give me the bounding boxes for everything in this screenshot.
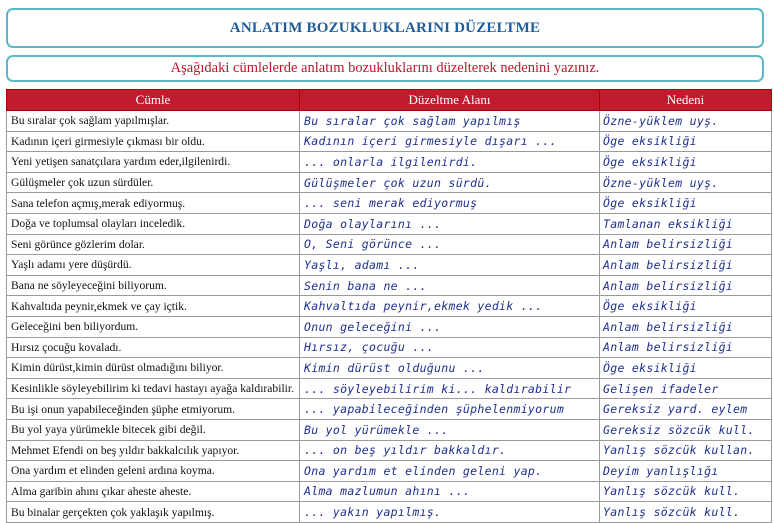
- reason-cell: Anlam belirsizliği: [600, 234, 772, 255]
- table-row: [7, 213, 772, 234]
- correction-cell: ... on beş yıldır bakkaldır.: [300, 440, 600, 461]
- correction-cell: Bu sıralar çok sağlam yapılmış: [300, 111, 600, 132]
- correction-cell: Bu yol yürümekle ...: [300, 419, 600, 440]
- table-row: [7, 461, 772, 482]
- reason-cell: Öge eksikliği: [600, 358, 772, 379]
- reason-cell: Özne-yüklem uyş.: [600, 111, 772, 132]
- sentence-cell: Seni görünce gözlerim dolar.: [7, 234, 300, 255]
- sentence-cell: Bu işi onun yapabileceğinden şüphe etmiyorum.: [7, 399, 300, 420]
- sentence-cell: Bu sıralar çok sağlam yapılmışlar.: [7, 111, 300, 132]
- sentence-cell: Sana telefon açmış,merak ediyormuş.: [7, 193, 300, 214]
- table-row: [7, 502, 772, 523]
- reason-cell: Yanlış sözcük kull.: [600, 502, 772, 523]
- correction-cell: Onun geleceğini ...: [300, 316, 600, 337]
- table-body: [7, 111, 772, 523]
- sentence-cell: Doğa ve toplumsal olayları inceledik.: [7, 213, 300, 234]
- instruction-banner: [6, 55, 764, 82]
- table-row: [7, 337, 772, 358]
- sentence-cell: Kadının içeri girmesiyle çıkması bir oldu.: [7, 131, 300, 152]
- table-header-row: [7, 90, 772, 111]
- header-reason: Nedeni: [600, 90, 772, 111]
- table-row: [7, 111, 772, 132]
- table-row: [7, 399, 772, 420]
- table-row: [7, 296, 772, 317]
- sentence-cell: Geleceğini ben biliyordum.: [7, 316, 300, 337]
- table-row: [7, 440, 772, 461]
- correction-cell: Ona yardım et elinden geleni yap.: [300, 461, 600, 482]
- reason-cell: Gereksiz yard. eylem: [600, 399, 772, 420]
- correction-cell: ... seni merak ediyormuş: [300, 193, 600, 214]
- reason-cell: Öge eksikliği: [600, 152, 772, 173]
- reason-cell: Öge eksikliği: [600, 131, 772, 152]
- sentence-cell: Alma garibin ahını çıkar aheste aheste.: [7, 481, 300, 502]
- correction-cell: ... yapabileceğinden şüphelenmiyorum: [300, 399, 600, 420]
- header-correction: Düzeltme Alanı: [300, 90, 600, 111]
- table-row: [7, 378, 772, 399]
- sentence-cell: Yeni yetişen sanatçılara yardım eder,ilgilenirdi.: [7, 152, 300, 173]
- sentence-cell: Hırsız çocuğu kovaladı.: [7, 337, 300, 358]
- reason-cell: Anlam belirsizliği: [600, 316, 772, 337]
- sentence-cell: Mehmet Efendi on beş yıldır bakkalcılık yapıyor.: [7, 440, 300, 461]
- table-row: [7, 275, 772, 296]
- table-row: [7, 152, 772, 173]
- reason-cell: Anlam belirsizliği: [600, 255, 772, 276]
- table-row: [7, 316, 772, 337]
- correction-cell: Doğa olaylarını ...: [300, 213, 600, 234]
- correction-cell: Yaşlı, adamı ...: [300, 255, 600, 276]
- table-row: [7, 234, 772, 255]
- reason-cell: Özne-yüklem uyş.: [600, 172, 772, 193]
- reason-cell: Yanlış sözcük kull.: [600, 481, 772, 502]
- reason-cell: Tamlanan eksikliği: [600, 213, 772, 234]
- sentence-cell: Ona yardım et elinden geleni ardına koyma.: [7, 461, 300, 482]
- reason-cell: Anlam belirsizliği: [600, 337, 772, 358]
- table-row: [7, 358, 772, 379]
- correction-cell: O, Seni görünce ...: [300, 234, 600, 255]
- sentence-cell: Bana ne söyleyeceğini biliyorum.: [7, 275, 300, 296]
- correction-cell: Senin bana ne ...: [300, 275, 600, 296]
- sentence-cell: Kahvaltıda peynir,ekmek ve çay içtik.: [7, 296, 300, 317]
- correction-cell: Kahvaltıda peynir,ekmek yedik ...: [300, 296, 600, 317]
- sentence-cell: Kimin dürüst,kimin dürüst olmadığını biliyor.: [7, 358, 300, 379]
- reason-cell: Anlam belirsizliği: [600, 275, 772, 296]
- table-row: [7, 193, 772, 214]
- sentence-cell: Gülüşmeler çok uzun sürdüler.: [7, 172, 300, 193]
- correction-cell: Gülüşmeler çok uzun sürdü.: [300, 172, 600, 193]
- table-row: [7, 481, 772, 502]
- table-row: [7, 172, 772, 193]
- reason-cell: Deyim yanlışlığı: [600, 461, 772, 482]
- correction-cell: Hırsız, çocuğu ...: [300, 337, 600, 358]
- correction-cell: ... onlarla ilgilenirdi.: [300, 152, 600, 173]
- reason-cell: Gelişen ifadeler: [600, 378, 772, 399]
- sentence-cell: Yaşlı adamı yere düşürdü.: [7, 255, 300, 276]
- correction-cell: ... yakın yapılmış.: [300, 502, 600, 523]
- reason-cell: Yanlış sözcük kullan.: [600, 440, 772, 461]
- header-sentence: Cümle: [7, 90, 300, 111]
- table-row: [7, 131, 772, 152]
- sentence-cell: Bu binalar gerçekten çok yaklaşık yapılmış.: [7, 502, 300, 523]
- reason-cell: Gereksiz sözcük kull.: [600, 419, 772, 440]
- page-title: ANLATIM BOZUKLUKLARINI DÜZELTME: [229, 19, 541, 36]
- instruction-text: Aşağıdaki cümlelerde anlatım bozukluklarını düzelterek nedenini yazınız.: [170, 60, 600, 76]
- sentence-cell: Bu yol yaya yürümekle bitecek gibi değil.: [7, 419, 300, 440]
- reason-cell: Öge eksikliği: [600, 296, 772, 317]
- reason-cell: Öge eksikliği: [600, 193, 772, 214]
- exercise-table: [6, 89, 772, 523]
- correction-cell: Kadının içeri girmesiyle dışarı ...: [300, 131, 600, 152]
- correction-cell: Alma mazlumun ahını ...: [300, 481, 600, 502]
- table-row: [7, 255, 772, 276]
- sentence-cell: Kesinlikle söyleyebilirim ki tedavi hastayı ayağa kaldırabilir.: [7, 378, 300, 399]
- correction-cell: Kimin dürüst olduğunu ...: [300, 358, 600, 379]
- title-banner: [6, 8, 764, 48]
- table-row: [7, 419, 772, 440]
- correction-cell: ... söyleyebilirim ki... kaldırabilir: [300, 378, 600, 399]
